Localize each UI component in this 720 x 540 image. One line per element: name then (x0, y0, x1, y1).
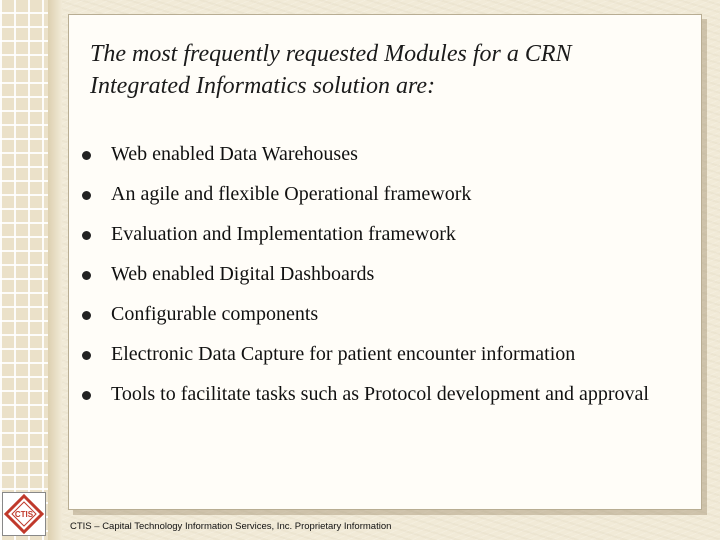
footer-text: CTIS – Capital Technology Information Services, Inc. Proprietary Information (70, 521, 392, 532)
bullet-text: Tools to facilitate tasks such as Protocol development and approval (111, 383, 649, 405)
bullet-text: Configurable components (111, 303, 319, 325)
bullet-icon (82, 231, 91, 240)
title-line-1: The most frequently requested Modules for a CRN (90, 41, 572, 67)
list-item (80, 337, 680, 372)
bullet-icon (82, 191, 91, 200)
bullet-text: Electronic Data Capture for patient encounter information (111, 343, 576, 365)
list-item (80, 257, 680, 292)
list-item (80, 177, 680, 212)
ctis-logo (2, 492, 46, 536)
bullet-icon (82, 151, 91, 160)
slide-title (90, 38, 690, 102)
list-item (80, 217, 680, 252)
bullet-icon (82, 271, 91, 280)
bullet-icon (82, 351, 91, 360)
bullet-icon (82, 391, 91, 400)
list-item (80, 377, 680, 412)
list-item (80, 137, 680, 172)
bullet-list (80, 137, 680, 417)
title-line-2: Integrated Informatics solution are: (90, 73, 436, 99)
bullet-text: An agile and flexible Operational framework (111, 183, 472, 205)
bullet-text: Evaluation and Implementation framework (111, 223, 456, 245)
bullet-text: Web enabled Digital Dashboards (111, 263, 375, 285)
strip-divider (48, 0, 62, 540)
bullet-icon (82, 311, 91, 320)
decorative-grid-strip (0, 0, 49, 540)
bullet-text: Web enabled Data Warehouses (111, 143, 358, 165)
logo-text: CTIS (14, 510, 34, 519)
list-item (80, 297, 680, 332)
